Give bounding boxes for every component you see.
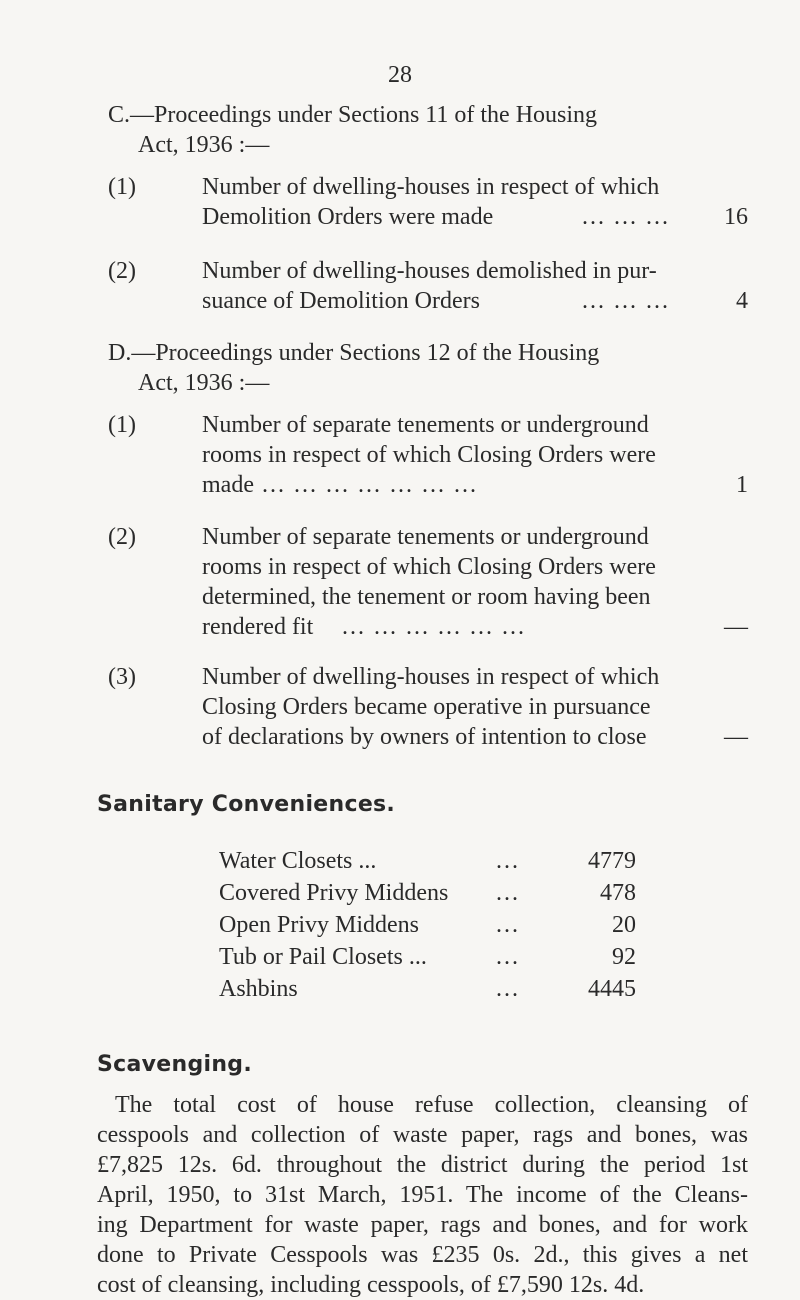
sanitary-heading: Sanitary Conveniences.: [97, 792, 396, 817]
leader-dots: ...: [496, 912, 520, 938]
leader-dots: ... ... ... ... ... ...: [342, 614, 526, 640]
item-value: —: [724, 614, 748, 640]
sanitary-row: Covered Privy Middens ... 478: [219, 880, 636, 906]
item-value: 16: [724, 204, 748, 230]
row-value: 92: [612, 944, 636, 970]
leader-dots: ... ... ...: [582, 204, 670, 230]
leader-dots: ...: [496, 880, 520, 906]
leader-dots: ...: [496, 976, 520, 1002]
scavenging-heading: Scavenging.: [97, 1052, 253, 1077]
document-page: 28 C.—Proceedings under Sections 11 of the Housing Act, 1936 :— (1) Number of dwelling-houses in respect of which Demolition Orders were made ... ... ... 16 (2) Number of dwelling-houses demolished in pur- suance of Demolition Orders ... ... ... 4 D.—Proceedings under Sections 12 of the Housing Act, 1936 :— (1) Number of separate tenements or underground rooms in respect of which Closing Orders were made ... ... ... ... ... ... ... 1 (2) Number of separate tenements or underground rooms in respect of which Closing Orders were determined, the tenement or room having been rendered fit ... ... ... ... ... ... — (3) Number of dwelling-houses in respect of which Closing Orders became operative in pursuance of declarations by owners of intention to close — Sanitary Conveniences. Water Closets ... ... 4779 Covered Privy Middens ... 478 Open Privy Middens ... 20 Tub or Pail Closets ... ... 92 Ashbins ... 4445 Scavenging. The total cost of house refuse collection, cleansing of cesspools and collection of waste paper, rags and bones, was £7,825 12s. 6d. throughout the district during the period 1st April, 1950, to 31st March, 1951. The income of the Cleans- ing Department for waste paper, rags and bones, and for work done to Private Cesspools was £235 0s. 2d., this gives a net cost of cleansing, including cesspools, of £7,590 12s. 4d.: [0, 0, 800, 1243]
item-value: —: [724, 724, 748, 750]
item-value: 4: [736, 288, 748, 314]
leader-dots: ...: [496, 944, 520, 970]
sanitary-row: Ashbins ... 4445: [219, 976, 636, 1002]
leader-dots: ... ... ... ... ... ... ...: [262, 472, 478, 498]
leader-dots: ... ... ...: [582, 288, 670, 314]
row-value: 478: [600, 880, 636, 906]
row-value: 20: [612, 912, 636, 938]
leader-dots: ...: [496, 848, 520, 874]
row-value: 4779: [588, 848, 636, 874]
sanitary-row: Tub or Pail Closets ... ... 92: [219, 944, 636, 970]
item-value: 1: [736, 472, 748, 498]
sanitary-row: Open Privy Middens ... 20: [219, 912, 636, 938]
row-value: 4445: [588, 976, 636, 1002]
section-d-title: D.—Proceedings under Sections 12 of the Housing Act, 1936 :—: [108, 340, 600, 396]
page-number: 28: [388, 62, 412, 88]
sanitary-row: Water Closets ... ... 4779: [219, 848, 636, 874]
section-c-title: C.—Proceedings under Sections 11 of the Housing Act, 1936 :—: [108, 102, 598, 158]
scavenging-paragraph: The total cost of house refuse collection, cleansing of cesspools and collection of waste paper, rags and bones, was £7,825 12s. 6d. throughout the district during the period 1st April, 1950, to 31st March, 1951. The income of the Cleans- ing Department for waste paper, rags and bones, and for work done to Private Cesspools was £235 0s. 2d., this gives a net cost of cleansing, including cesspools, of £7,590 12s. 4d.: [97, 1092, 748, 1298]
